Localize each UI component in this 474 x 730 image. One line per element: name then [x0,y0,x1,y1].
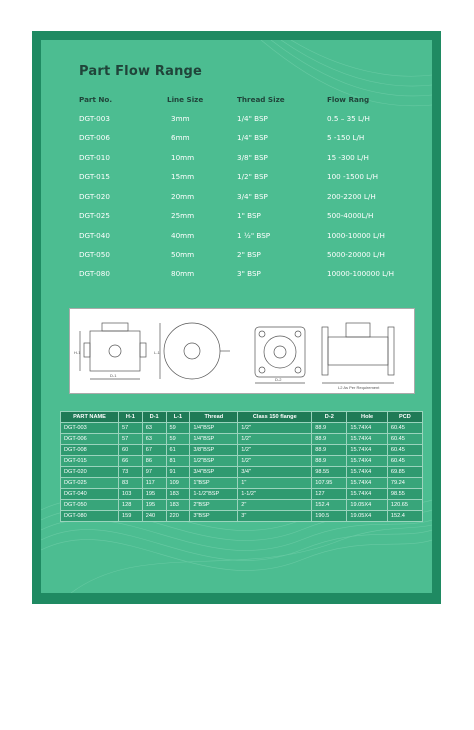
flange-inner-ring [264,336,296,368]
l2-label: L2 As Per Requirement [338,385,380,390]
flange-left [322,327,328,375]
cell-pcd: 60.45 [387,423,422,434]
thread-size: 3/8" BSP [237,153,268,162]
cell-h1: 66 [118,456,142,467]
side-view-bore [184,343,200,359]
cell-thread: 2"BSP [190,500,238,511]
cell-thread: 1/4"BSP [190,423,238,434]
line-size: 25mm [171,211,195,220]
cell-l1: 59 [166,423,190,434]
front-view-cap [102,323,128,331]
d1-label: D-1 [110,373,117,378]
cell-pcd: 98.55 [387,489,422,500]
line-size: 6mm [171,133,190,142]
catalog-sheet [32,31,441,604]
cell-d2: 88.9 [312,456,347,467]
cell-d1: 97 [142,467,166,478]
flange-face [255,327,305,377]
cell-pcd: 60.45 [387,456,422,467]
cell-l1: 59 [166,434,190,445]
thread-size: 3/4" BSP [237,192,268,201]
cell-d1: 86 [142,456,166,467]
cell-pcd: 69.85 [387,467,422,478]
table-row [61,456,423,467]
part-no: DGT-050 [79,250,110,259]
header-thread: Thread [190,412,238,423]
line-size: 3mm [171,114,190,123]
cell-l1: 183 [166,489,190,500]
drawing-svg [70,309,414,393]
flow-range: 1000-10000 L/H [327,231,385,240]
header-l1: L-1 [166,412,190,423]
table-row [61,445,423,456]
flow-range: 500-4000L/H [327,211,374,220]
part-no: DGT-010 [79,153,110,162]
flow-range: 0.5 – 35 L/H [327,114,370,123]
flow-range: 5000-20000 L/H [327,250,385,259]
cell-hole: 15.74X4 [347,434,388,445]
h1-label: H-1 [74,350,81,355]
cell-h1: 57 [118,434,142,445]
cell-d2: 152.4 [312,500,347,511]
cell-pcd: 152.4 [387,511,422,522]
cell-hole: 19.05X4 [347,500,388,511]
cell-flange: 1" [238,478,312,489]
cell-hole: 15.74X4 [347,478,388,489]
cell-hole: 15.74X4 [347,445,388,456]
cell-h1: 103 [118,489,142,500]
cell-flange: 3/4" [238,467,312,478]
section-title: Part Flow Range [79,64,203,79]
cell-hole: 15.74X4 [347,456,388,467]
cell-flange: 1/2" [238,434,312,445]
cell-pcd: 60.45 [387,434,422,445]
table-row [61,500,423,511]
thread-size: 1/4" BSP [237,114,268,123]
cell-pcd: 120.65 [387,500,422,511]
cell-thread: 3/8"BSP [190,445,238,456]
flow-range: 15 -300 L/H [327,153,369,162]
header-d1: D-1 [142,412,166,423]
part-no: DGT-003 [79,114,110,123]
cell-flange: 2" [238,500,312,511]
content-panel [41,40,432,593]
header-part-no: Part No. [79,95,113,104]
table-row [61,434,423,445]
cell-d1: 67 [142,445,166,456]
thread-size: 3" BSP [237,269,261,278]
header-hole: Hole [347,412,388,423]
cell-part-name: DGT-008 [61,445,119,456]
line-size: 10mm [171,153,195,162]
table-row [61,467,423,478]
cell-thread: 1/4"BSP [190,434,238,445]
cell-d2: 190.5 [312,511,347,522]
cell-h1: 60 [118,445,142,456]
cell-part-name: DGT-020 [61,467,119,478]
cell-flange: 1/2" [238,423,312,434]
cell-h1: 73 [118,467,142,478]
cell-hole: 15.74X4 [347,423,388,434]
header-thread-size: Thread Size [237,95,285,104]
cell-d2: 127 [312,489,347,500]
flange-bolt-hole [295,367,301,373]
part-no: DGT-040 [79,231,110,240]
line-size: 15mm [171,172,195,181]
flange-bolt-hole [259,331,265,337]
flange-bolt-hole [295,331,301,337]
side-view-disc [164,323,220,379]
thread-size: 1/2" BSP [237,172,268,181]
cell-flange: 1-1/2" [238,489,312,500]
thread-size: 1" BSP [237,211,261,220]
cell-hole: 15.74X4 [347,489,388,500]
front-view-sensor [109,345,121,357]
part-no: DGT-080 [79,269,110,278]
cell-h1: 128 [118,500,142,511]
cell-thread: 3"BSP [190,511,238,522]
line-size: 50mm [171,250,195,259]
cell-part-name: DGT-040 [61,489,119,500]
flanged-body [328,337,388,365]
flange-right [388,327,394,375]
cell-hole: 19.05X4 [347,511,388,522]
cell-thread: 3/4"BSP [190,467,238,478]
thread-size: 2" BSP [237,250,261,259]
cell-part-name: DGT-006 [61,434,119,445]
cell-d1: 195 [142,489,166,500]
cell-h1: 57 [118,423,142,434]
cell-pcd: 60.45 [387,445,422,456]
cell-l1: 61 [166,445,190,456]
thread-size: 1/4" BSP [237,133,268,142]
d2-label: D-2 [275,377,282,382]
header-part-name: PART NAME [61,412,119,423]
cell-flange: 3" [238,511,312,522]
line-size: 20mm [171,192,195,201]
table-row [61,478,423,489]
cell-part-name: DGT-003 [61,423,119,434]
flanged-sensor-head [346,323,370,337]
cell-l1: 220 [166,511,190,522]
cell-pcd: 79.24 [387,478,422,489]
table-row [61,489,423,500]
l1-label: L-1 [154,350,160,355]
cell-d1: 195 [142,500,166,511]
cell-d2: 88.9 [312,434,347,445]
cell-flange: 1/2" [238,445,312,456]
line-size: 40mm [171,231,195,240]
cell-h1: 83 [118,478,142,489]
cell-d1: 63 [142,434,166,445]
header-d2: D-2 [312,412,347,423]
cell-l1: 91 [166,467,190,478]
cell-part-name: DGT-050 [61,500,119,511]
cell-d2: 88.9 [312,423,347,434]
front-view-port-left [84,343,90,357]
part-no: DGT-015 [79,172,110,181]
dimension-drawing [69,308,415,394]
part-no: DGT-020 [79,192,110,201]
cell-d1: 240 [142,511,166,522]
cell-hole: 15.74X4 [347,467,388,478]
thread-size: 1 ½" BSP [237,231,271,240]
flange-bolt-hole [259,367,265,373]
dimension-table [60,411,423,522]
cell-d1: 63 [142,423,166,434]
table-row [61,511,423,522]
cell-part-name: DGT-025 [61,478,119,489]
cell-d2: 88.9 [312,445,347,456]
cell-d1: 117 [142,478,166,489]
part-no: DGT-006 [79,133,110,142]
cell-thread: 1-1/2"BSP [190,489,238,500]
cell-l1: 81 [166,456,190,467]
flow-range: 5 -150 L/H [327,133,365,142]
header-pcd: PCD [387,412,422,423]
header-h1: H-1 [118,412,142,423]
cell-l1: 109 [166,478,190,489]
front-view-port-right [140,343,146,357]
header-flange: Class 150 flange [238,412,312,423]
table-row [61,423,423,434]
cell-part-name: DGT-080 [61,511,119,522]
header-flow-range: Flow Rang [327,95,370,104]
cell-d2: 107.95 [312,478,347,489]
front-view-body [90,331,140,371]
line-size: 80mm [171,269,195,278]
cell-thread: 1/2"BSP [190,456,238,467]
cell-flange: 1/2" [238,456,312,467]
cell-h1: 159 [118,511,142,522]
flow-range: 10000-100000 L/H [327,269,395,278]
part-no: DGT-025 [79,211,110,220]
cell-thread: 1"BSP [190,478,238,489]
cell-part-name: DGT-015 [61,456,119,467]
cell-d2: 98.55 [312,467,347,478]
flow-range: 200-2200 L/H [327,192,376,201]
cell-l1: 183 [166,500,190,511]
dimension-table-header [61,412,423,423]
header-line-size: Line Size [167,95,204,104]
flange-bore [274,346,286,358]
flow-range: 100 -1500 L/H [327,172,379,181]
